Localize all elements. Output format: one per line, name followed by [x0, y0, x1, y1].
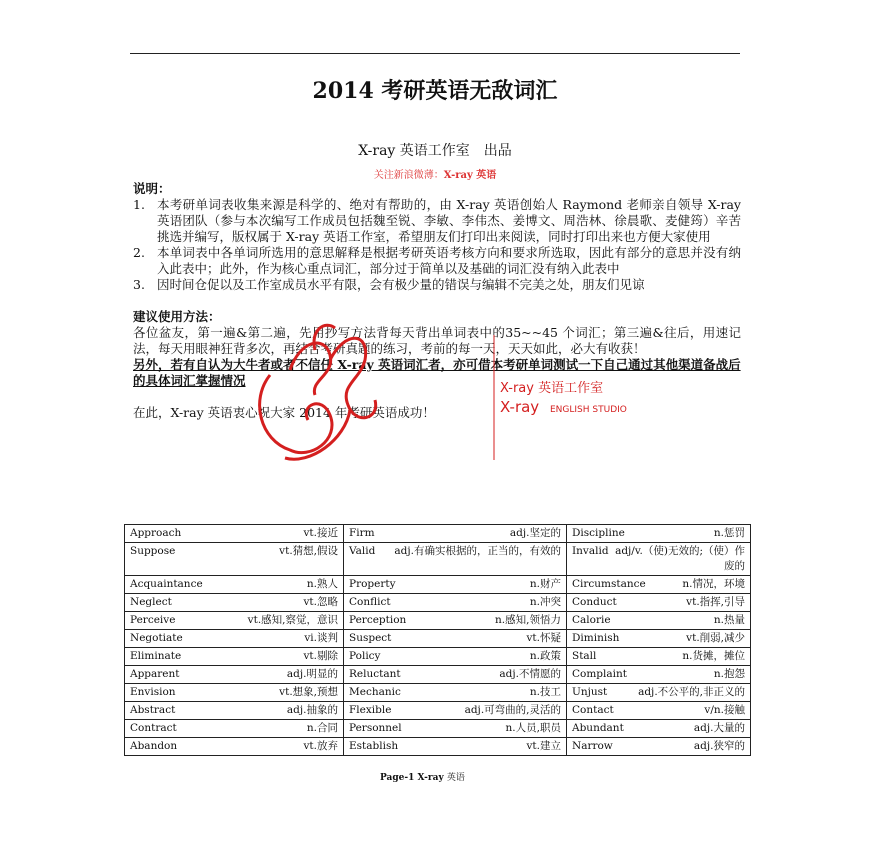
- table-row: [125, 684, 751, 702]
- vocab-word: Mechanic: [349, 686, 401, 698]
- usage-note: 另外，若有自认为大牛者或者不信任 X-ray 英语词汇者，亦可借本考研单词测试一下自己通过其他渠道备战后的具体词汇掌握情况: [133, 357, 741, 388]
- vocab-word: Contact: [572, 704, 614, 716]
- vocab-definition: vt.接近: [303, 527, 338, 539]
- intro-item: [133, 197, 741, 245]
- table-row: [125, 702, 751, 720]
- vocab-cell: [567, 738, 751, 756]
- vocab-cell: [125, 576, 344, 594]
- weibo-name: X-ray 英语: [443, 170, 497, 181]
- vocab-cell: [344, 738, 567, 756]
- footer-suffix: 英语: [446, 773, 465, 783]
- vocab-word: Acquaintance: [130, 578, 203, 590]
- table-row: [125, 543, 751, 576]
- vocab-cell: [125, 648, 344, 666]
- table-row: [125, 630, 751, 648]
- vocab-word: Neglect: [130, 596, 172, 608]
- vocab-word: Contract: [130, 722, 177, 734]
- vocab-definition: n.人员,职员: [505, 722, 561, 734]
- document-title: 2014 考研英语无敌词汇: [312, 78, 558, 104]
- vocab-cell: [567, 525, 751, 543]
- page-footer: [380, 770, 465, 783]
- vocab-definition: vi.谈判: [304, 632, 338, 644]
- vocab-cell: [567, 666, 751, 684]
- vocab-word: Flexible: [349, 704, 392, 716]
- vocab-cell: [567, 612, 751, 630]
- vocab-cell: [344, 576, 567, 594]
- intro-item: [133, 245, 741, 277]
- vocab-cell: [567, 630, 751, 648]
- vocab-definition: vt.放弃: [303, 740, 338, 752]
- vocab-table: [124, 524, 751, 756]
- vocab-cell: [344, 612, 567, 630]
- vocab-definition: n.财产: [529, 578, 561, 590]
- logo-sub-text: ENGLISH STUDIO: [550, 405, 627, 415]
- header-rule: [130, 53, 740, 54]
- vocab-cell: [344, 702, 567, 720]
- vocab-cell: [567, 684, 751, 702]
- intro-body: [133, 181, 741, 421]
- vocab-word: Stall: [572, 650, 597, 662]
- vocab-cell: [125, 738, 344, 756]
- item-text: 本单词表中各单词所选用的意思解释是根据考研英语考核方向和要求所选取，因此有部分的意思并没有纳入此表中；此外，作为核心重点词汇，部分过于简单以及基础的词汇没有纳入此表中: [157, 245, 741, 276]
- item-text: 本考研单词表收集来源是科学的、绝对有帮助的，由 X-ray 英语创始人 Raymond 老师亲自领导 X-ray 英语团队（参与本次编写工作成员包括魏至锐、李敏、李伟杰、姜博文、周浩林、徐晨歌、麦健筠）辛苦挑选并编写，版权属于 X-ray 英语工作室，希望朋友们打印出来阅读，同时打印出来也方便大家使用: [157, 197, 741, 244]
- vocab-word: Suspect: [349, 632, 392, 644]
- vocab-word: Conflict: [349, 596, 391, 608]
- vocab-word: Apparent: [130, 668, 180, 680]
- vocab-cell: [567, 543, 751, 576]
- vocab-definition: n.货摊，摊位: [682, 650, 745, 662]
- vocab-word: Envision: [130, 686, 176, 698]
- item-number: 3.: [133, 277, 145, 292]
- vocab-definition: vt.剔除: [303, 650, 338, 662]
- vocab-word: Suppose: [130, 545, 176, 557]
- vocab-word: Invalid: [572, 545, 609, 557]
- vocab-word: Narrow: [572, 740, 613, 752]
- table-row: [125, 612, 751, 630]
- vocab-definition: adj.坚定的: [509, 527, 561, 539]
- vocab-word: Unjust: [572, 686, 608, 698]
- vocab-word: Abundant: [572, 722, 624, 734]
- vocab-cell: [125, 612, 344, 630]
- vocab-definition: n.冲突: [529, 596, 561, 608]
- vocab-definition: n.政策: [529, 650, 561, 662]
- vocab-definition: adj.不情愿的: [499, 668, 561, 680]
- intro-item: [133, 277, 741, 293]
- vocab-cell: [344, 594, 567, 612]
- vocab-definition: vt.想象,预想: [279, 686, 338, 698]
- vocab-word: Negotiate: [130, 632, 183, 644]
- vocab-definition: v/n.接触: [704, 704, 745, 716]
- vocab-word: Establish: [349, 740, 399, 752]
- vocab-cell: [125, 666, 344, 684]
- vocab-cell: [125, 630, 344, 648]
- vocab-definition: adj.可弯曲的,灵活的: [464, 704, 561, 716]
- vocab-cell: [344, 648, 567, 666]
- vocab-cell: [125, 594, 344, 612]
- vocab-cell: [344, 684, 567, 702]
- vocab-word: Calorie: [572, 614, 611, 626]
- table-row: [125, 594, 751, 612]
- vocab-word: Reluctant: [349, 668, 401, 680]
- vocab-cell: [125, 525, 344, 543]
- item-text: 因时间仓促以及工作室成员水平有限，会有极少量的错误与编辑不完美之处，朋友们见谅: [157, 277, 645, 292]
- table-row: [125, 720, 751, 738]
- vocab-definition: vt.忽略: [303, 596, 338, 608]
- vocab-word: Firm: [349, 527, 375, 539]
- vocab-word: Property: [349, 578, 396, 590]
- vocab-cell: [344, 666, 567, 684]
- footer-page: Page-1 X-ray: [380, 773, 444, 783]
- vocab-cell: [344, 525, 567, 543]
- vocab-word: Conduct: [572, 596, 617, 608]
- vocab-definition: n.合同: [306, 722, 338, 734]
- vocab-word: Diminish: [572, 632, 620, 644]
- vocab-word: Complaint: [572, 668, 627, 680]
- vocab-word: Perceive: [130, 614, 176, 626]
- vocab-cell: [567, 576, 751, 594]
- usage-text: 各位盆友，第一遍&第二遍，先用抄写方法背每天背出单词表中的35~~45 个词汇；第三遍&往后，用速记法，每天用眼神狂背多次，再结合考研真题的练习，考前的每一天，天天如此，必大有收获！: [133, 325, 741, 356]
- vocab-word: Circumstance: [572, 578, 646, 590]
- vocab-cell: [567, 720, 751, 738]
- vocab-definition: vt.猜想,假设: [279, 545, 338, 557]
- closing-text: 在此，X-ray 英语衷心祝大家 2014 年考研英语成功！: [133, 405, 435, 420]
- vocab-word: Personnel: [349, 722, 402, 734]
- vocab-cell: [125, 720, 344, 738]
- vocab-cell: [125, 702, 344, 720]
- vocab-definition: adj/v.（使)无效的;（使）作废的: [615, 545, 745, 572]
- vocab-definition: adj.明显的: [286, 668, 338, 680]
- vocab-cell: [344, 630, 567, 648]
- vocab-cell: [125, 684, 344, 702]
- vocab-word: Approach: [130, 527, 182, 539]
- vocab-definition: adj.大量的: [693, 722, 745, 734]
- table-row: [125, 525, 751, 543]
- vocab-definition: n.感知,领悟力: [495, 614, 561, 626]
- table-row: [125, 576, 751, 594]
- table-row: [125, 648, 751, 666]
- vocab-word: Abstract: [130, 704, 176, 716]
- vocab-cell: [125, 543, 344, 576]
- item-number: 1.: [133, 197, 145, 212]
- vocab-definition: adj.不公平的,非正义的: [638, 686, 745, 698]
- vocab-definition: n.惩罚: [713, 527, 745, 539]
- vocab-definition: n.抱怨: [713, 668, 745, 680]
- vocab-word: Discipline: [572, 527, 625, 539]
- vocab-definition: vt.感知,察觉，意识: [247, 614, 338, 626]
- weibo-line: [0, 166, 870, 181]
- vocab-definition: adj.有确实根据的，正当的，有效的: [394, 545, 561, 557]
- vocab-word: Policy: [349, 650, 381, 662]
- vocab-definition: n.熟人: [306, 578, 338, 590]
- usage-heading: 建议使用方法：: [133, 309, 221, 324]
- logo-cn-text: X-ray 英语工作室: [500, 381, 604, 396]
- studio-line: X-ray 英语工作室 出品: [358, 143, 512, 159]
- vocab-word: Valid: [349, 545, 376, 557]
- vocab-word: Perception: [349, 614, 407, 626]
- vocab-definition: n.情况，环境: [682, 578, 745, 590]
- vocab-definition: n.热量: [713, 614, 745, 626]
- item-number: 2.: [133, 245, 145, 260]
- vocab-cell: [344, 543, 567, 576]
- vocab-definition: vt.指挥,引导: [686, 596, 745, 608]
- vocab-word: Abandon: [130, 740, 178, 752]
- vocab-cell: [567, 702, 751, 720]
- vocab-definition: n.技工: [529, 686, 561, 698]
- vocab-definition: adj.狭窄的: [693, 740, 745, 752]
- weibo-prefix: 关注新浪微薄：: [373, 170, 444, 181]
- table-row: [125, 738, 751, 756]
- vocab-definition: vt.削弱,减少: [686, 632, 745, 644]
- vocab-definition: adj.抽象的: [286, 704, 338, 716]
- vocab-definition: vt.建立: [526, 740, 561, 752]
- vocab-definition: vt.怀疑: [526, 632, 561, 644]
- table-row: [125, 666, 751, 684]
- vocab-word: Eliminate: [130, 650, 182, 662]
- vocab-cell: [567, 594, 751, 612]
- intro-heading: 说明：: [133, 181, 171, 196]
- logo-brand-text: X-ray: [500, 398, 540, 416]
- vocab-cell: [567, 648, 751, 666]
- vocab-cell: [344, 720, 567, 738]
